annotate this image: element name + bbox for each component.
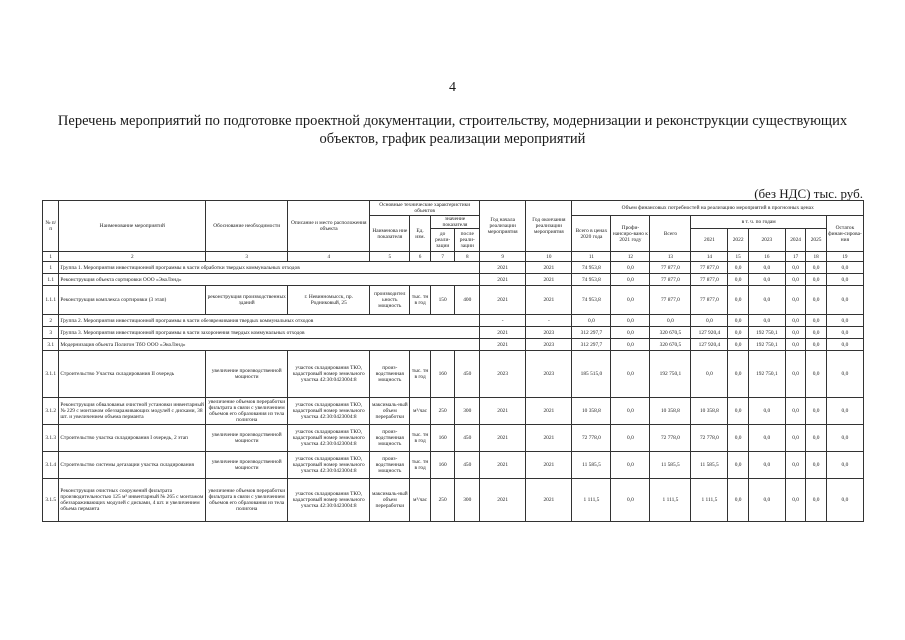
row-name: Строительство системы дегазации участка складирования [59,452,206,479]
column-number: 4 [288,252,370,262]
row-num: 3.1.5 [43,479,59,522]
row-name: Строительство участка складирования I очередь, 2 этап [59,425,206,452]
table-row-3-1-5 [43,479,864,522]
row-total-2020: 1 111,5 [572,479,611,522]
row-end-year: 2021 [526,479,572,522]
row-unit: тыс. тн в год [410,425,431,452]
row-after: 400 [455,286,480,315]
row-num: 3.1 [43,339,59,351]
row-num: 1 [43,262,59,274]
row-total-2020: 74 953,8 [572,262,611,274]
row-end-year: 2023 [526,339,572,351]
row-y2023: 192 750,1 [748,339,785,351]
table-row-3-1-1 [43,351,864,398]
row-total-2020: 74 953,8 [572,274,611,286]
column-number: 8 [455,252,480,262]
row-y2023: 0,0 [748,315,785,327]
title-line-1: Перечень мероприятий по подготовке проектной документации, строительству, модернизации и реконструкции существующих [57,113,848,129]
row-before: 150 [430,286,455,315]
row-total: 77 877,0 [650,286,691,315]
row-remainder: 0,0 [826,286,863,315]
table-row-1-1-1 [43,286,864,315]
row-name: Реконструкция комплекса сортировки (3 этап) [59,286,206,315]
table-row-group-2 [43,315,864,327]
header-year-2021: 2021 [691,229,728,252]
row-prev-funded: 0,0 [611,425,650,452]
row-remainder: 0,0 [826,351,863,398]
row-total: 320 670,5 [650,339,691,351]
title-line-2: объектов, график реализации мероприятий [319,131,586,147]
header-total-2020: Всего в ценах 2020 года [572,216,611,252]
row-y2023: 0,0 [748,398,785,425]
header-value-group: значение показателя [430,216,479,229]
column-number: 18 [806,252,827,262]
row-before: 160 [430,452,455,479]
page-number: 4 [449,80,456,95]
row-total-2020: 10 358,8 [572,398,611,425]
header-year-2024: 2024 [785,229,806,252]
row-num: 3.1.4 [43,452,59,479]
document-title [50,112,855,148]
row-y2024: 0,0 [785,452,806,479]
column-number: 10 [526,252,572,262]
row-total: 192 750,1 [650,351,691,398]
row-prev-funded: 0,0 [611,452,650,479]
row-y2024: 0,0 [785,315,806,327]
row-y2025: 0,0 [806,452,827,479]
row-y2025: 0,0 [806,315,827,327]
row-indicator: максималь-ный объем переработки [370,479,410,522]
row-unit: тыс. тн в год [410,351,431,398]
header-description: Описание и место расположения объекта [288,201,370,252]
table-row-3-1-2 [43,398,864,425]
row-y2021: 72 778,0 [691,425,728,452]
measures-table [42,200,864,522]
row-remainder: 0,0 [826,315,863,327]
row-after: 450 [455,452,480,479]
row-y2022: 0,0 [728,351,749,398]
row-name: Модернизация объекта Полигон ТбО ООО «ЭкоЛэнд» [59,339,480,351]
row-name: Группа 2. Мероприятия инвестиционной программы в части обезвреживания твердых коммунальных отходов [59,315,480,327]
row-y2023: 0,0 [748,479,785,522]
row-y2023: 192 750,1 [748,351,785,398]
table-row-1-1 [43,274,864,286]
row-start-year: 2021 [480,286,526,315]
row-y2022: 0,0 [728,425,749,452]
header-profit-2021: Профи-нансиро-вано к 2021 году [611,216,650,252]
header-total: Всего [650,216,691,252]
row-y2025: 0,0 [806,425,827,452]
row-after: 450 [455,425,480,452]
row-name: Группа 1. Мероприятия инвестиционной программы в части обработки твердых коммунальных отходов [59,262,480,274]
row-description: участок складирования ТКО, кадастровый номер земельного участка 42:30:0423004:8 [288,425,370,452]
column-number: 17 [785,252,806,262]
row-y2021: 10 358,8 [691,398,728,425]
row-y2023: 192 750,1 [748,327,785,339]
row-start-year: 2021 [480,425,526,452]
row-prev-funded: 0,0 [611,351,650,398]
row-after: 300 [455,479,480,522]
row-total: 77 877,0 [650,274,691,286]
column-number: 15 [728,252,749,262]
header-start-year: Год начала реализации мероприятия [480,201,526,252]
row-justification: реконструкция производственных зданий [206,286,288,315]
row-y2024: 0,0 [785,339,806,351]
row-y2025: 0,0 [806,398,827,425]
row-before: 250 [430,479,455,522]
row-start-year: 2021 [480,327,526,339]
row-prev-funded: 0,0 [611,479,650,522]
row-y2021: 0,0 [691,351,728,398]
column-number: 7 [430,252,455,262]
row-y2024: 0,0 [785,286,806,315]
row-end-year: 2021 [526,262,572,274]
table-row-3-1-4 [43,452,864,479]
column-number: 5 [370,252,410,262]
row-total: 77 877,0 [650,262,691,274]
row-indicator: произ-водственная мощность [370,452,410,479]
row-y2025: 0,0 [806,479,827,522]
row-remainder: 0,0 [826,262,863,274]
row-start-year: 2021 [480,262,526,274]
table-row-3-1-3 [43,425,864,452]
row-justification: увеличение объемов переработки фильтрата в связи с увеличением объемов его образования из тела полигона [206,398,288,425]
row-name: Реконструкция объекта сортировки ООО «ЭкоЛэнд» [59,274,480,286]
row-y2021: 1 111,5 [691,479,728,522]
row-total: 1 111,5 [650,479,691,522]
row-before: 160 [430,425,455,452]
row-y2021: 127 920,4 [691,339,728,351]
row-prev-funded: 0,0 [611,262,650,274]
header-remainder: Остаток финан-сирова-ния [826,216,863,252]
row-name: Строительство Участка складирования II очередь [59,351,206,398]
units-note: (без НДС) тыс. руб. [754,186,863,201]
row-total: 72 778,0 [650,425,691,452]
row-num: 1.1.1 [43,286,59,315]
row-end-year: 2021 [526,286,572,315]
row-description: участок складирования ТКО, кадастровый номер земельного участка 42:30:0423004:8 [288,351,370,398]
row-num: 3.1.3 [43,425,59,452]
row-total: 11 585,5 [650,452,691,479]
row-y2024: 0,0 [785,262,806,274]
row-y2022: 0,0 [728,315,749,327]
row-prev-funded: 0,0 [611,274,650,286]
column-number: 14 [691,252,728,262]
row-y2023: 0,0 [748,274,785,286]
column-number: 19 [826,252,863,262]
row-y2025: 0,0 [806,286,827,315]
row-before: 160 [430,351,455,398]
column-number: 3 [206,252,288,262]
row-remainder: 0,0 [826,339,863,351]
row-total-2020: 312 297,7 [572,327,611,339]
row-after: 300 [455,398,480,425]
row-y2022: 0,0 [728,262,749,274]
row-indicator: произ-водственная мощность [370,425,410,452]
column-number: 13 [650,252,691,262]
row-before: 250 [430,398,455,425]
row-y2021: 127 920,4 [691,327,728,339]
column-number: 12 [611,252,650,262]
row-indicator: произ-водственная мощность [370,351,410,398]
row-end-year: 2021 [526,398,572,425]
row-total-2020: 74 953,8 [572,286,611,315]
row-total-2020: 72 778,0 [572,425,611,452]
row-num: 2 [43,315,59,327]
header-finance-group: Объем финансовых потребностей на реализацию мероприятий в прогнозных ценах [572,201,864,216]
row-y2024: 0,0 [785,398,806,425]
row-y2025: 0,0 [806,327,827,339]
row-unit: тыс. тн в год [410,286,431,315]
row-y2021: 77 877,0 [691,262,728,274]
row-justification: увеличение производственной мощности [206,351,288,398]
row-unit: м³/час [410,398,431,425]
row-num: 3.1.2 [43,398,59,425]
header-year-2022: 2022 [728,229,749,252]
row-y2024: 0,0 [785,425,806,452]
table-row-3-1 [43,339,864,351]
row-description: участок складирования ТКО, кадастровый номер земельного участка 42:30:0423004:8 [288,398,370,425]
column-number: 2 [59,252,206,262]
row-y2021: 0,0 [691,315,728,327]
row-y2022: 0,0 [728,327,749,339]
row-unit: м³/час [410,479,431,522]
row-remainder: 0,0 [826,479,863,522]
table-row-group-3 [43,327,864,339]
row-y2022: 0,0 [728,479,749,522]
row-total-2020: 11 585,5 [572,452,611,479]
row-name: Реконструкция обвалованья очистной установки инвентарный № 229 с монтажом обеззараживающих модулей с дисками, 38 шт. и увеличением объема перманта [59,398,206,425]
row-justification: увеличение производственной мощности [206,452,288,479]
row-y2021: 77 877,0 [691,274,728,286]
row-end-year: 2021 [526,452,572,479]
header-tech-group: Основные технические характеристики объектов [370,201,480,216]
row-y2023: 0,0 [748,286,785,315]
row-start-year: 2021 [480,452,526,479]
row-end-year: 2023 [526,351,572,398]
header-before: до реали-зации [430,229,455,252]
column-number: 9 [480,252,526,262]
row-end-year: 2023 [526,327,572,339]
row-indicator: производител ьность мощность [370,286,410,315]
header-unit: Ед. изм. [410,216,431,252]
row-y2024: 0,0 [785,351,806,398]
row-prev-funded: 0,0 [611,398,650,425]
row-y2021: 77 877,0 [691,286,728,315]
row-after: 450 [455,351,480,398]
row-remainder: 0,0 [826,327,863,339]
row-start-year: - [480,315,526,327]
row-y2022: 0,0 [728,274,749,286]
row-remainder: 0,0 [826,274,863,286]
row-end-year: 2021 [526,274,572,286]
row-name: Реконструкция очистных сооружений фильтрата производительностью 125 м³ инвентарный № 265 с монтажом обеззараживающих модулей с дисками, 4 шт. и увеличением объема перманта [59,479,206,522]
header-justification: Обоснование необходимости [206,201,288,252]
row-end-year: - [526,315,572,327]
row-y2024: 0,0 [785,479,806,522]
row-y2022: 0,0 [728,339,749,351]
row-y2025: 0,0 [806,339,827,351]
row-y2024: 0,0 [785,327,806,339]
row-start-year: 2023 [480,351,526,398]
row-prev-funded: 0,0 [611,327,650,339]
row-description: г. Невинномысск, пр. Родниковый, 25 [288,286,370,315]
row-total-2020: 0,0 [572,315,611,327]
header-num: № п/п [43,201,59,252]
row-total-2020: 312 297,7 [572,339,611,351]
header-year-2023: 2023 [748,229,785,252]
row-prev-funded: 0,0 [611,339,650,351]
row-y2025: 0,0 [806,274,827,286]
row-prev-funded: 0,0 [611,286,650,315]
row-num: 3.1.1 [43,351,59,398]
row-total: 320 670,5 [650,327,691,339]
row-y2023: 0,0 [748,452,785,479]
row-total-2020: 185 515,0 [572,351,611,398]
header-year-2025: 2025 [806,229,827,252]
row-y2025: 0,0 [806,351,827,398]
row-description: участок складирования ТКО, кадастровый номер земельного участка 42:30:0423004:8 [288,452,370,479]
row-start-year: 2021 [480,479,526,522]
row-end-year: 2021 [526,425,572,452]
header-name: Наименование мероприятий [59,201,206,252]
row-description: участок складирования ТКО, кадастровый номер земельного участка 42:30:0423004:8 [288,479,370,522]
header-indicator: Наименова ние показателя [370,216,410,252]
row-num: 1.1 [43,274,59,286]
header-end-year: Год окончания реализации мероприятия [526,201,572,252]
row-name: Группа 3. Мероприятия инвестиционной программы в части захоронения твердых коммунальных отходов [59,327,480,339]
row-total: 10 358,8 [650,398,691,425]
row-y2023: 0,0 [748,262,785,274]
row-prev-funded: 0,0 [611,315,650,327]
row-y2023: 0,0 [748,425,785,452]
row-remainder: 0,0 [826,452,863,479]
row-start-year: 2021 [480,398,526,425]
row-y2025: 0,0 [806,262,827,274]
column-number: 1 [43,252,59,262]
row-y2022: 0,0 [728,452,749,479]
row-justification: увеличение объемов переработки фильтрата в связи с увеличением объемов его образования из тела полигона [206,479,288,522]
table-row-group-1 [43,262,864,274]
column-number: 16 [748,252,785,262]
row-indicator: максималь-ный объем переработки [370,398,410,425]
row-start-year: 2021 [480,339,526,351]
header-by-years: в т. ч. по годам [691,216,826,229]
column-number: 11 [572,252,611,262]
row-num: 3 [43,327,59,339]
row-remainder: 0,0 [826,398,863,425]
row-unit: тыс. тн в год [410,452,431,479]
row-y2021: 11 585,5 [691,452,728,479]
row-y2022: 0,0 [728,398,749,425]
row-remainder: 0,0 [826,425,863,452]
row-total: 0,0 [650,315,691,327]
table-header [43,201,864,252]
row-start-year: 2021 [480,274,526,286]
column-numbers-row [43,252,864,262]
header-after: после реали-зации [455,229,480,252]
row-y2024: 0,0 [785,274,806,286]
row-y2022: 0,0 [728,286,749,315]
column-number: 6 [410,252,431,262]
row-justification: увеличение производственной мощности [206,425,288,452]
